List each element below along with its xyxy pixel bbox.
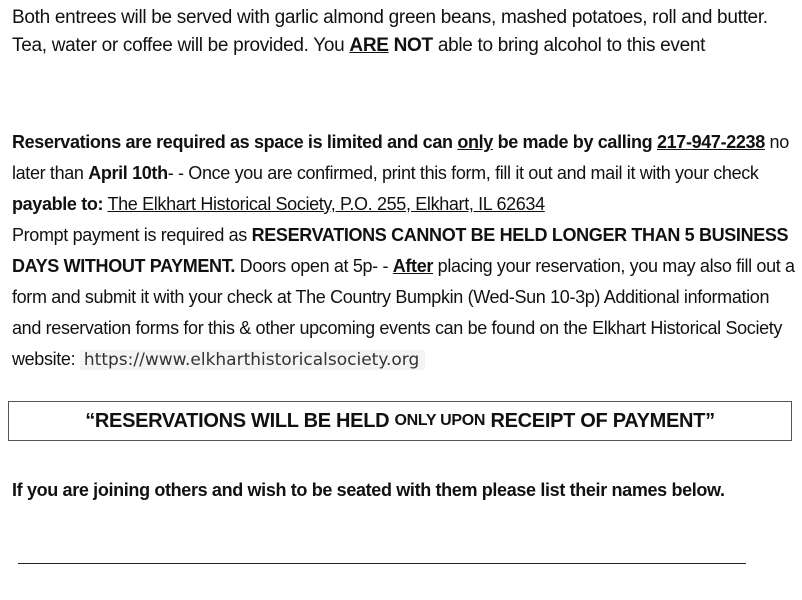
mailing-address: The Elkhart Historical Society, P.O. 255, Elkhart, IL 62634 bbox=[107, 194, 545, 214]
menu-text: Both entrees will be served with garlic almond green beans, mashed potatoes, roll and butter. Tea, water or coffee will be provided. You bbox=[12, 7, 768, 56]
payable-label: payable to: bbox=[12, 194, 104, 214]
menu-paragraph bbox=[12, 4, 792, 60]
only-emphasis: only bbox=[457, 132, 493, 152]
website-link[interactable]: https://www.elkharthistoricalsociety.org bbox=[80, 350, 425, 370]
banner-text-1: “RESERVATIONS WILL BE HELD bbox=[85, 409, 395, 432]
deadline-text: no later than bbox=[12, 132, 789, 183]
deadline-date: April 10th bbox=[88, 163, 168, 183]
payment-notice-banner bbox=[8, 401, 792, 441]
payment-warning: RESERVATIONS CANNOT BE HELD LONGER THAN 5 BUSINESS DAYS WITHOUT PAYMENT. bbox=[12, 225, 789, 276]
are-emphasis: ARE bbox=[349, 35, 389, 56]
be-made-text: be made by calling bbox=[492, 132, 657, 152]
prompt-text: Prompt payment is required as bbox=[12, 225, 252, 245]
after-emphasis: After bbox=[392, 256, 434, 276]
phone-number: 217-947-2238 bbox=[656, 132, 765, 152]
reservation-lead: Reservations are required as space is limited and can bbox=[12, 132, 458, 152]
not-emphasis: NOT bbox=[393, 35, 433, 56]
banner-text-2: ONLY UPON bbox=[394, 412, 486, 429]
doors-text: Doors open at 5p- - bbox=[235, 256, 393, 276]
names-entry-line[interactable] bbox=[18, 563, 746, 564]
alcohol-text: able to bring alcohol to this event bbox=[432, 35, 706, 56]
reservation-paragraph bbox=[12, 127, 798, 376]
banner-text-3: RECEIPT OF PAYMENT” bbox=[485, 409, 715, 432]
seating-note: If you are joining others and wish to be seated with them please list their names below. bbox=[12, 480, 725, 500]
additional-info-text: placing your reservation, you may also fill out a form and submit it with your check at The Country Bumpkin (Wed-Sun 10-3p) Additional information and reservation forms for this & other upcoming events can be found on the Elkhart Historical Society website: bbox=[12, 256, 795, 369]
confirm-text: - - Once you are confirmed, print this form, fill it out and mail it with your check bbox=[167, 163, 759, 183]
